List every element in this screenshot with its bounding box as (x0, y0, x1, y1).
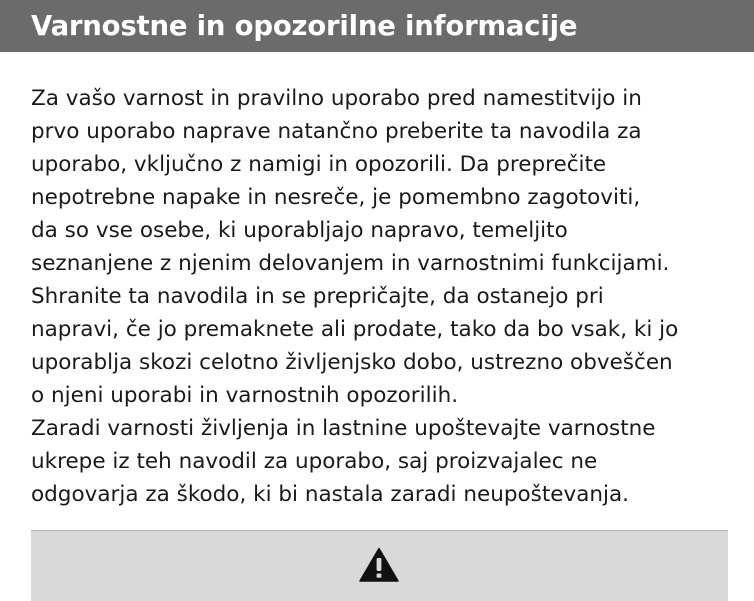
warning-triangle-icon (359, 547, 399, 583)
text-line: Za vašo varnost in pravilno uporabo pred namestitvijo in (31, 86, 642, 111)
text-line: uporablja skozi celotno življenjsko dobo, ustrezno obveščen (31, 350, 673, 375)
text-line: seznanjene z njenim delovanjem in varnostnimi funkcijami. (31, 251, 670, 276)
warning-box (31, 530, 728, 601)
text-line: o njeni uporabi in varnostnih opozorilih. (31, 383, 459, 408)
text-line: Zaradi varnosti življenja in lastnine upoštevajte varnostne (31, 416, 656, 441)
page-title: Varnostne in opozorilne informacije (31, 10, 578, 42)
header-bar (0, 0, 754, 52)
text-line: napravi, če jo premaknete ali prodate, tako da bo vsak, ki jo (31, 317, 679, 342)
text-line: Shranite ta navodila in se prepričajte, da ostanejo pri (31, 284, 604, 309)
text-line: da so vse osebe, ki uporabljajo napravo, temeljito (31, 218, 568, 243)
text-line: uporabo, vključno z namigi in opozorili. Da preprečite (31, 152, 607, 177)
text-line: prvo uporabo naprave natančno preberite ta navodila za (31, 119, 642, 144)
safety-text (31, 82, 731, 511)
text-line: ukrepe iz teh navodil za uporabo, saj proizvajalec ne (31, 449, 598, 474)
text-line: nepotrebne napake in nesreče, je pomembno zagotoviti, (31, 185, 641, 210)
text-line: odgovarja za škodo, ki bi nastala zaradi neupoštevanja. (31, 482, 630, 507)
